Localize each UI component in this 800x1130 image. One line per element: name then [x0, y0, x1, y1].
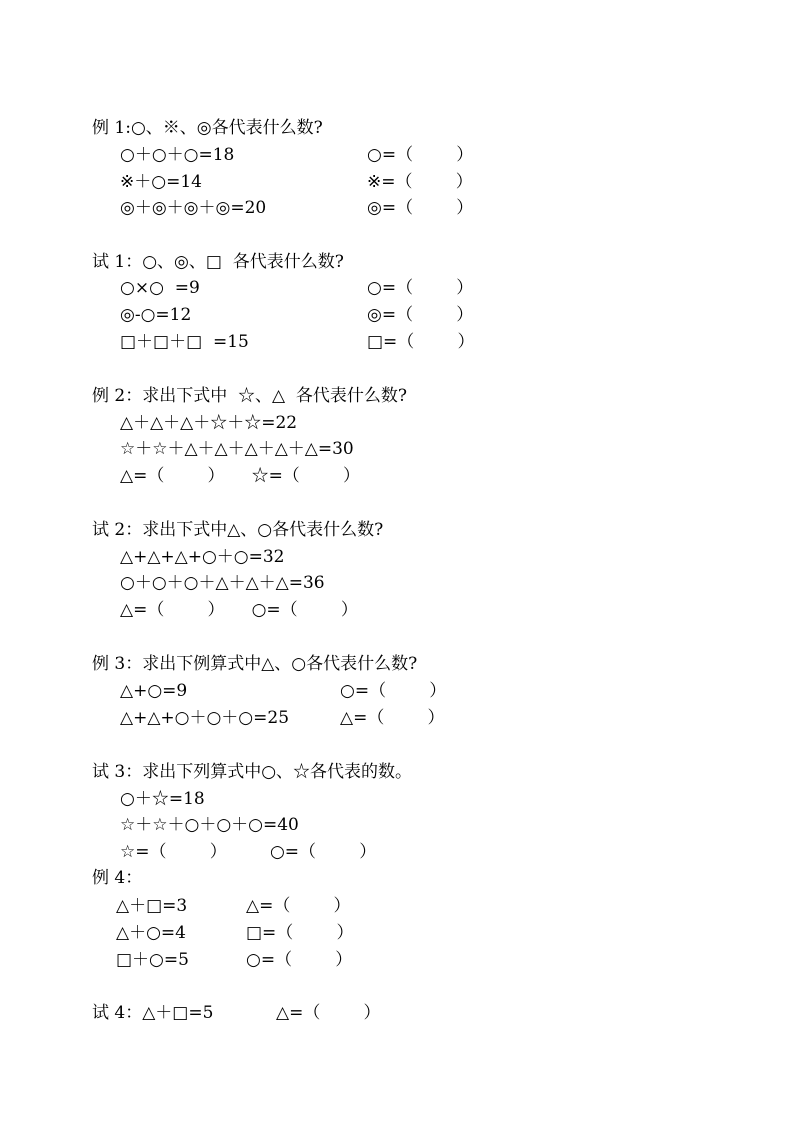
- equation: △+△+△+○＋○=32: [120, 547, 285, 567]
- equation: □＋□＋□ =15: [120, 332, 249, 352]
- answer-blank: ○=（ ）: [367, 145, 474, 165]
- answer-blank: ○=（ ）: [367, 278, 474, 298]
- answer-blank: ○=（ ）: [246, 950, 353, 970]
- answer-blank: □=（ ）: [246, 923, 354, 943]
- example-3-title: 例 3：求出下例算式中△、○各代表什么数?: [92, 654, 418, 674]
- equation: ○＋☆=18: [120, 789, 205, 809]
- answer-blanks: △=（ ） ☆=（ ）: [120, 466, 361, 486]
- try-2-title: 试 2：求出下式中△、○各代表什么数?: [92, 520, 384, 540]
- equation: ☆＋☆＋△＋△＋△＋△＋△=30: [120, 439, 354, 459]
- equation: ※＋○=14: [120, 172, 202, 192]
- equation: □＋○=5: [116, 950, 189, 970]
- try-3-title: 试 3：求出下列算式中○、☆各代表的数。: [92, 762, 413, 782]
- equation: △＋□=3: [116, 896, 188, 916]
- try-1-title: 试 1：○、◎、□ 各代表什么数?: [92, 252, 344, 272]
- answer-blank: ◎=（ ）: [367, 198, 474, 218]
- answer-blanks: △=（ ） ○=（ ）: [120, 600, 358, 620]
- answer-blank: ※=（ ）: [367, 172, 473, 192]
- equation: △+△+○＋○＋○=25: [120, 708, 290, 728]
- answer-blank: △=（ ）: [340, 708, 445, 728]
- example-2-title: 例 2：求出下式中 ☆、△ 各代表什么数?: [92, 386, 408, 406]
- equation: ◎＋◎＋◎＋◎=20: [120, 198, 267, 218]
- answer-blank: ◎=（ ）: [367, 305, 474, 325]
- try-4-equation: 试 4：△＋□=5: [92, 1003, 214, 1023]
- equation: △＋△＋△＋☆＋☆=22: [120, 413, 298, 433]
- answer-blank: △=（ ）: [276, 1003, 381, 1023]
- answer-blanks: ☆=（ ） ○=（ ）: [120, 842, 377, 862]
- answer-blank: □=（ ）: [367, 332, 475, 352]
- answer-blank: ○=（ ）: [340, 681, 447, 701]
- equation: ○×○ =9: [120, 278, 200, 298]
- example-4-title: 例 4：: [92, 868, 143, 888]
- equation: ○＋○＋○=18: [120, 145, 235, 165]
- equation: ○＋○＋○＋△＋△＋△=36: [120, 573, 325, 593]
- equation: △+○=9: [120, 681, 188, 701]
- equation: ☆＋☆＋○＋○＋○=40: [120, 815, 299, 835]
- equation: ◎-○=12: [120, 305, 192, 325]
- equation: △＋○=4: [116, 923, 186, 943]
- example-1-title: 例 1:○、※、◎各代表什么数?: [92, 118, 323, 138]
- answer-blank: △=（ ）: [246, 896, 351, 916]
